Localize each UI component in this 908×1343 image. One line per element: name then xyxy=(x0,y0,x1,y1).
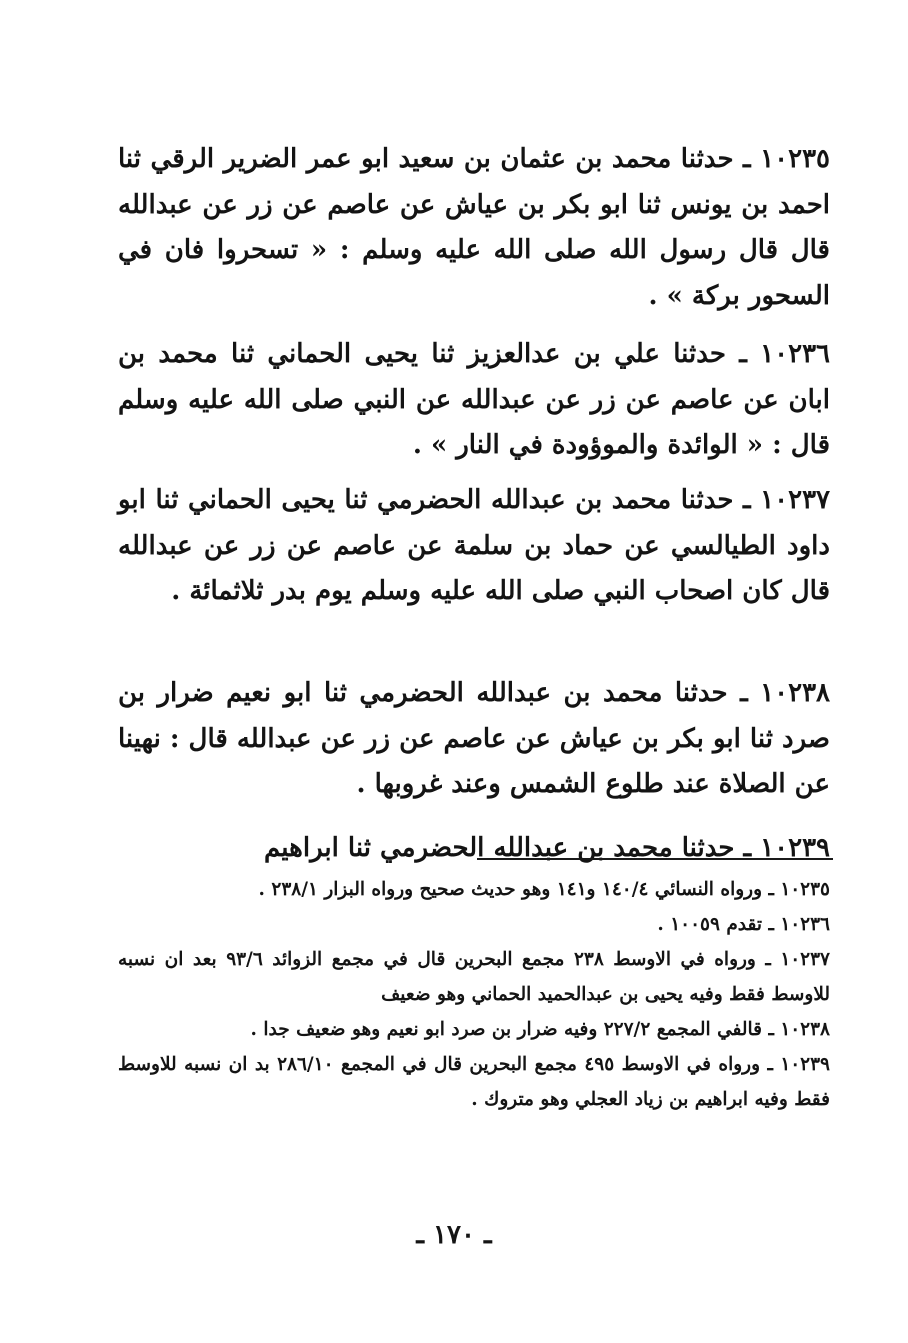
page-number: ـ ١٧٠ ـ xyxy=(416,1220,492,1250)
footnote-10235: ١٠٢٣٥ ـ ورواه النسائي ١٤٠/٤ و١٤١ وهو حديث صحيح ورواه البزار ٢٣٨/١ . xyxy=(258,879,830,900)
footnote-10237: ١٠٢٣٧ ـ ورواه في الاوسط ٢٣٨ مجمع البحرين قال في مجمع الزوائد ٩٣/٦ بعد ان نسبه للاوسط فقط وفيه يحيى بن عبدالحميد الحماني وهو ضعيف xyxy=(118,949,830,1005)
footnote-divider xyxy=(477,858,833,860)
hadith-10238: ١٠٢٣٨ ـ حدثنا محمد بن عبدالله الحضرمي ثنا ابو نعيم ضرار بن صرد ثنا ابو بكر بن عياش عن عاصم عن زر عن عبدالله قال : نهينا عن الصلاة عند طلوع الشمس وعند غروبها . xyxy=(118,678,830,799)
footnote-10236: ١٠٢٣٦ ـ تقدم ١٠٠٥٩ . xyxy=(657,914,830,935)
footnote-10238: ١٠٢٣٨ ـ قالفي المجمع ٢٢٧/٢ وفيه ضرار بن صرد ابو نعيم وهو ضعيف جدا . xyxy=(250,1019,830,1040)
footnote-10239: ١٠٢٣٩ ـ ورواه في الاوسط ٤٩٥ مجمع البحرين قال في المجمع ٢٨٦/١٠ بد ان نسبه للاوسط فقط وفيه ابراهيم بن زياد العجلي وهو متروك . xyxy=(118,1054,830,1110)
footnotes xyxy=(118,872,830,1117)
hadith-10239: ١٠٢٣٩ ـ حدثنا محمد بن عبدالله الحضرمي ثنا ابراهيم xyxy=(263,833,830,863)
hadith-10235: ١٠٢٣٥ ـ حدثنا محمد بن عثمان بن سعيد ابو عمر الضرير الرقي ثنا احمد بن يونس ثنا ابو بكر بن عياش عن عاصم عن زر عن عبدالله قال قال رسول الله صلى الله عليه وسلم : « تسحروا فان في السحور بركة » . xyxy=(118,144,830,311)
hadith-10237: ١٠٢٣٧ ـ حدثنا محمد بن عبدالله الحضرمي ثنا يحيى الحماني ثنا ابو داود الطيالسي عن حماد بن سلمة عن عاصم عن زر عن عبدالله قال كان اصحاب النبي صلى الله عليه وسلم يوم بدر ثلاثمائة . xyxy=(118,485,830,606)
hadith-10236: ١٠٢٣٦ ـ حدثنا علي بن عدالعزيز ثنا يحيى الحماني ثنا محمد بن ابان عن عاصم عن زر عن عبدالله عن النبي صلى الله عليه وسلم قال : « الوائدة والموؤودة في النار » . xyxy=(118,339,830,460)
